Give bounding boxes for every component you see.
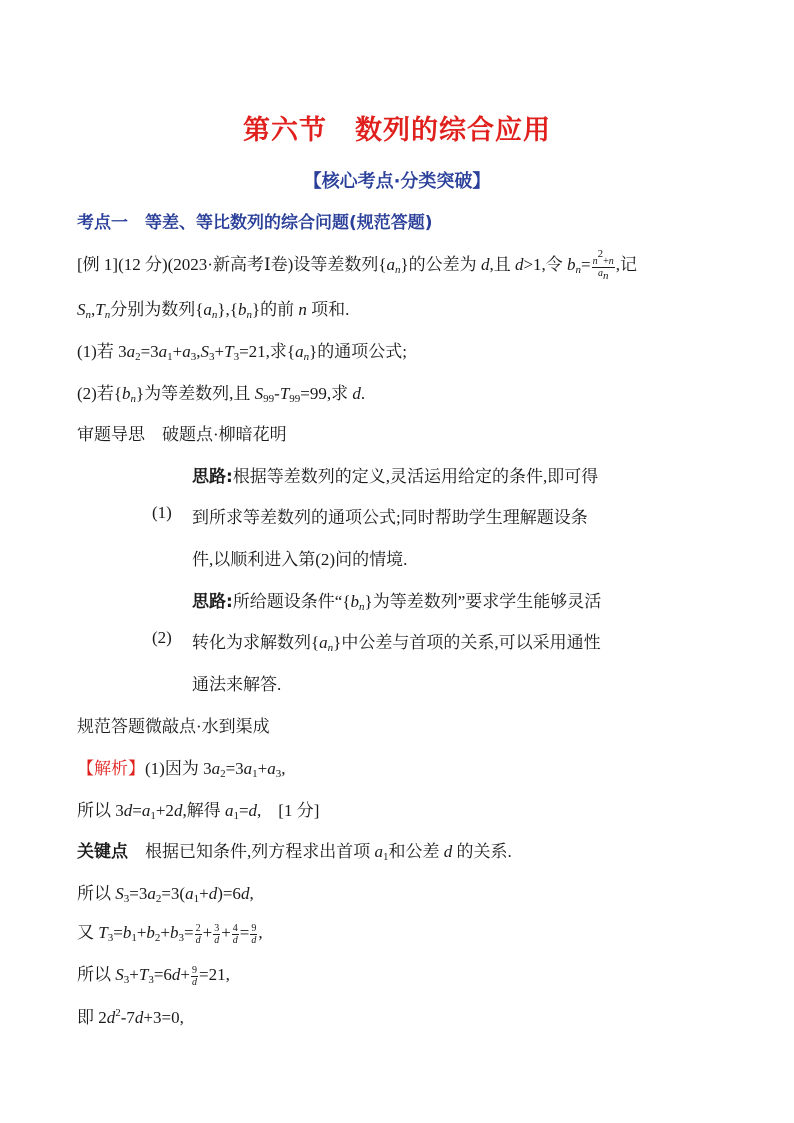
fraction: $\frac{n^2+n}{a_n}$ [592, 247, 614, 282]
thinking-1-line-3: 件,以顺利进入第(2)问的情境. [192, 550, 408, 569]
item-number-1: (1) [152, 503, 172, 522]
fraction: $\frac{3}{d}$ [214, 922, 220, 946]
item-number-2: (2) [152, 628, 172, 647]
analysis-label: 【解析】 [77, 759, 145, 779]
solution-line-2: 所以 $3d=a_1+2d$,解得 $a_1=d$, [1 分] [77, 801, 320, 822]
thinking-1-line-2: 到所求等差数列的通项公式;同时帮助学生理解题设条 [192, 508, 588, 527]
fraction: $\frac{9}{d}$ [251, 922, 257, 946]
solution-line-5: 所以 $S_3+T_3=6d+$ $\frac{9}{d}$ =21, [77, 964, 230, 988]
kaodian-heading: 考点一 等差、等比数列的综合问题(规范答题) [77, 213, 433, 233]
thinking-label: 思路: [192, 467, 233, 487]
fraction: $\frac{9}{d}$ [192, 964, 197, 988]
thinking-2-line-2: 转化为求解数列$\{a_n\}$中公差与首项的关系,可以采用通性 [192, 633, 601, 654]
fraction: $\frac{4}{d}$ [232, 922, 238, 946]
question-2: (2)若$\{b_n\}$为等差数列,且 $S_{99}-T_{99}=99$,求 d. [77, 384, 366, 405]
thinking-2-line-1: 思路:所给题设条件“$\{b_n\}$为等差数列”要求学生能够灵活 [192, 592, 602, 613]
score-mark: [1 分] [278, 801, 320, 820]
question-1: (1)若 $3a_2=3a_1+a_3,S_3+T_3=21$,求$\{a_n\}$的通项公式; [77, 342, 407, 363]
solution-line-3: 所以 $S_3=3a_2=3(a_1+d)=6d$, [77, 884, 254, 905]
solution-line-1: 【解析】(1)因为 $3a_2=3a_1+a_3$, [77, 759, 286, 780]
guide-label: 审题导思 破题点·柳暗花明 [77, 425, 287, 444]
thinking-label: 思路: [192, 592, 233, 612]
section-subtitle: 【核心考点·分类突破】 [303, 171, 491, 192]
key-point-line: 关键点 根据已知条件,列方程求出首项 $a_1$和公差 d 的关系. [77, 842, 512, 863]
fraction: $\frac{2}{d}$ [195, 922, 201, 946]
solution-line-6: 即 $2d^2-7d+3=0$, [77, 1007, 184, 1027]
example-line-2: $S_n,T_n$分别为数列$\{a_n\},\{b_n\}$的前 n 项和. [77, 300, 350, 321]
example-line-1: [例 1](12 分)(2023·新高考Ⅰ卷)设等差数列$\{a_n\}$的公差为 d,且 d>1,令 $b_n=$ $\frac{n^2+n}{a_n}$ ,记 [77, 247, 638, 282]
thinking-2-line-3: 通法来解答. [192, 675, 282, 694]
page-title: 第六节 数列的综合应用 [243, 115, 551, 146]
thinking-1-line-1: 思路:根据等差数列的定义,灵活运用给定的条件,即可得 [192, 467, 599, 487]
solution-line-4: 又 $T_3=b_1+b_2+b_3=$ $\frac{2}{d}$ + $\frac{3}{d}$ + $\frac{4}{d}$ = $\frac{9}{d}$ , [77, 922, 263, 946]
standard-label: 规范答题微敲点·水到渠成 [77, 717, 270, 736]
key-label: 关键点 [77, 842, 128, 862]
